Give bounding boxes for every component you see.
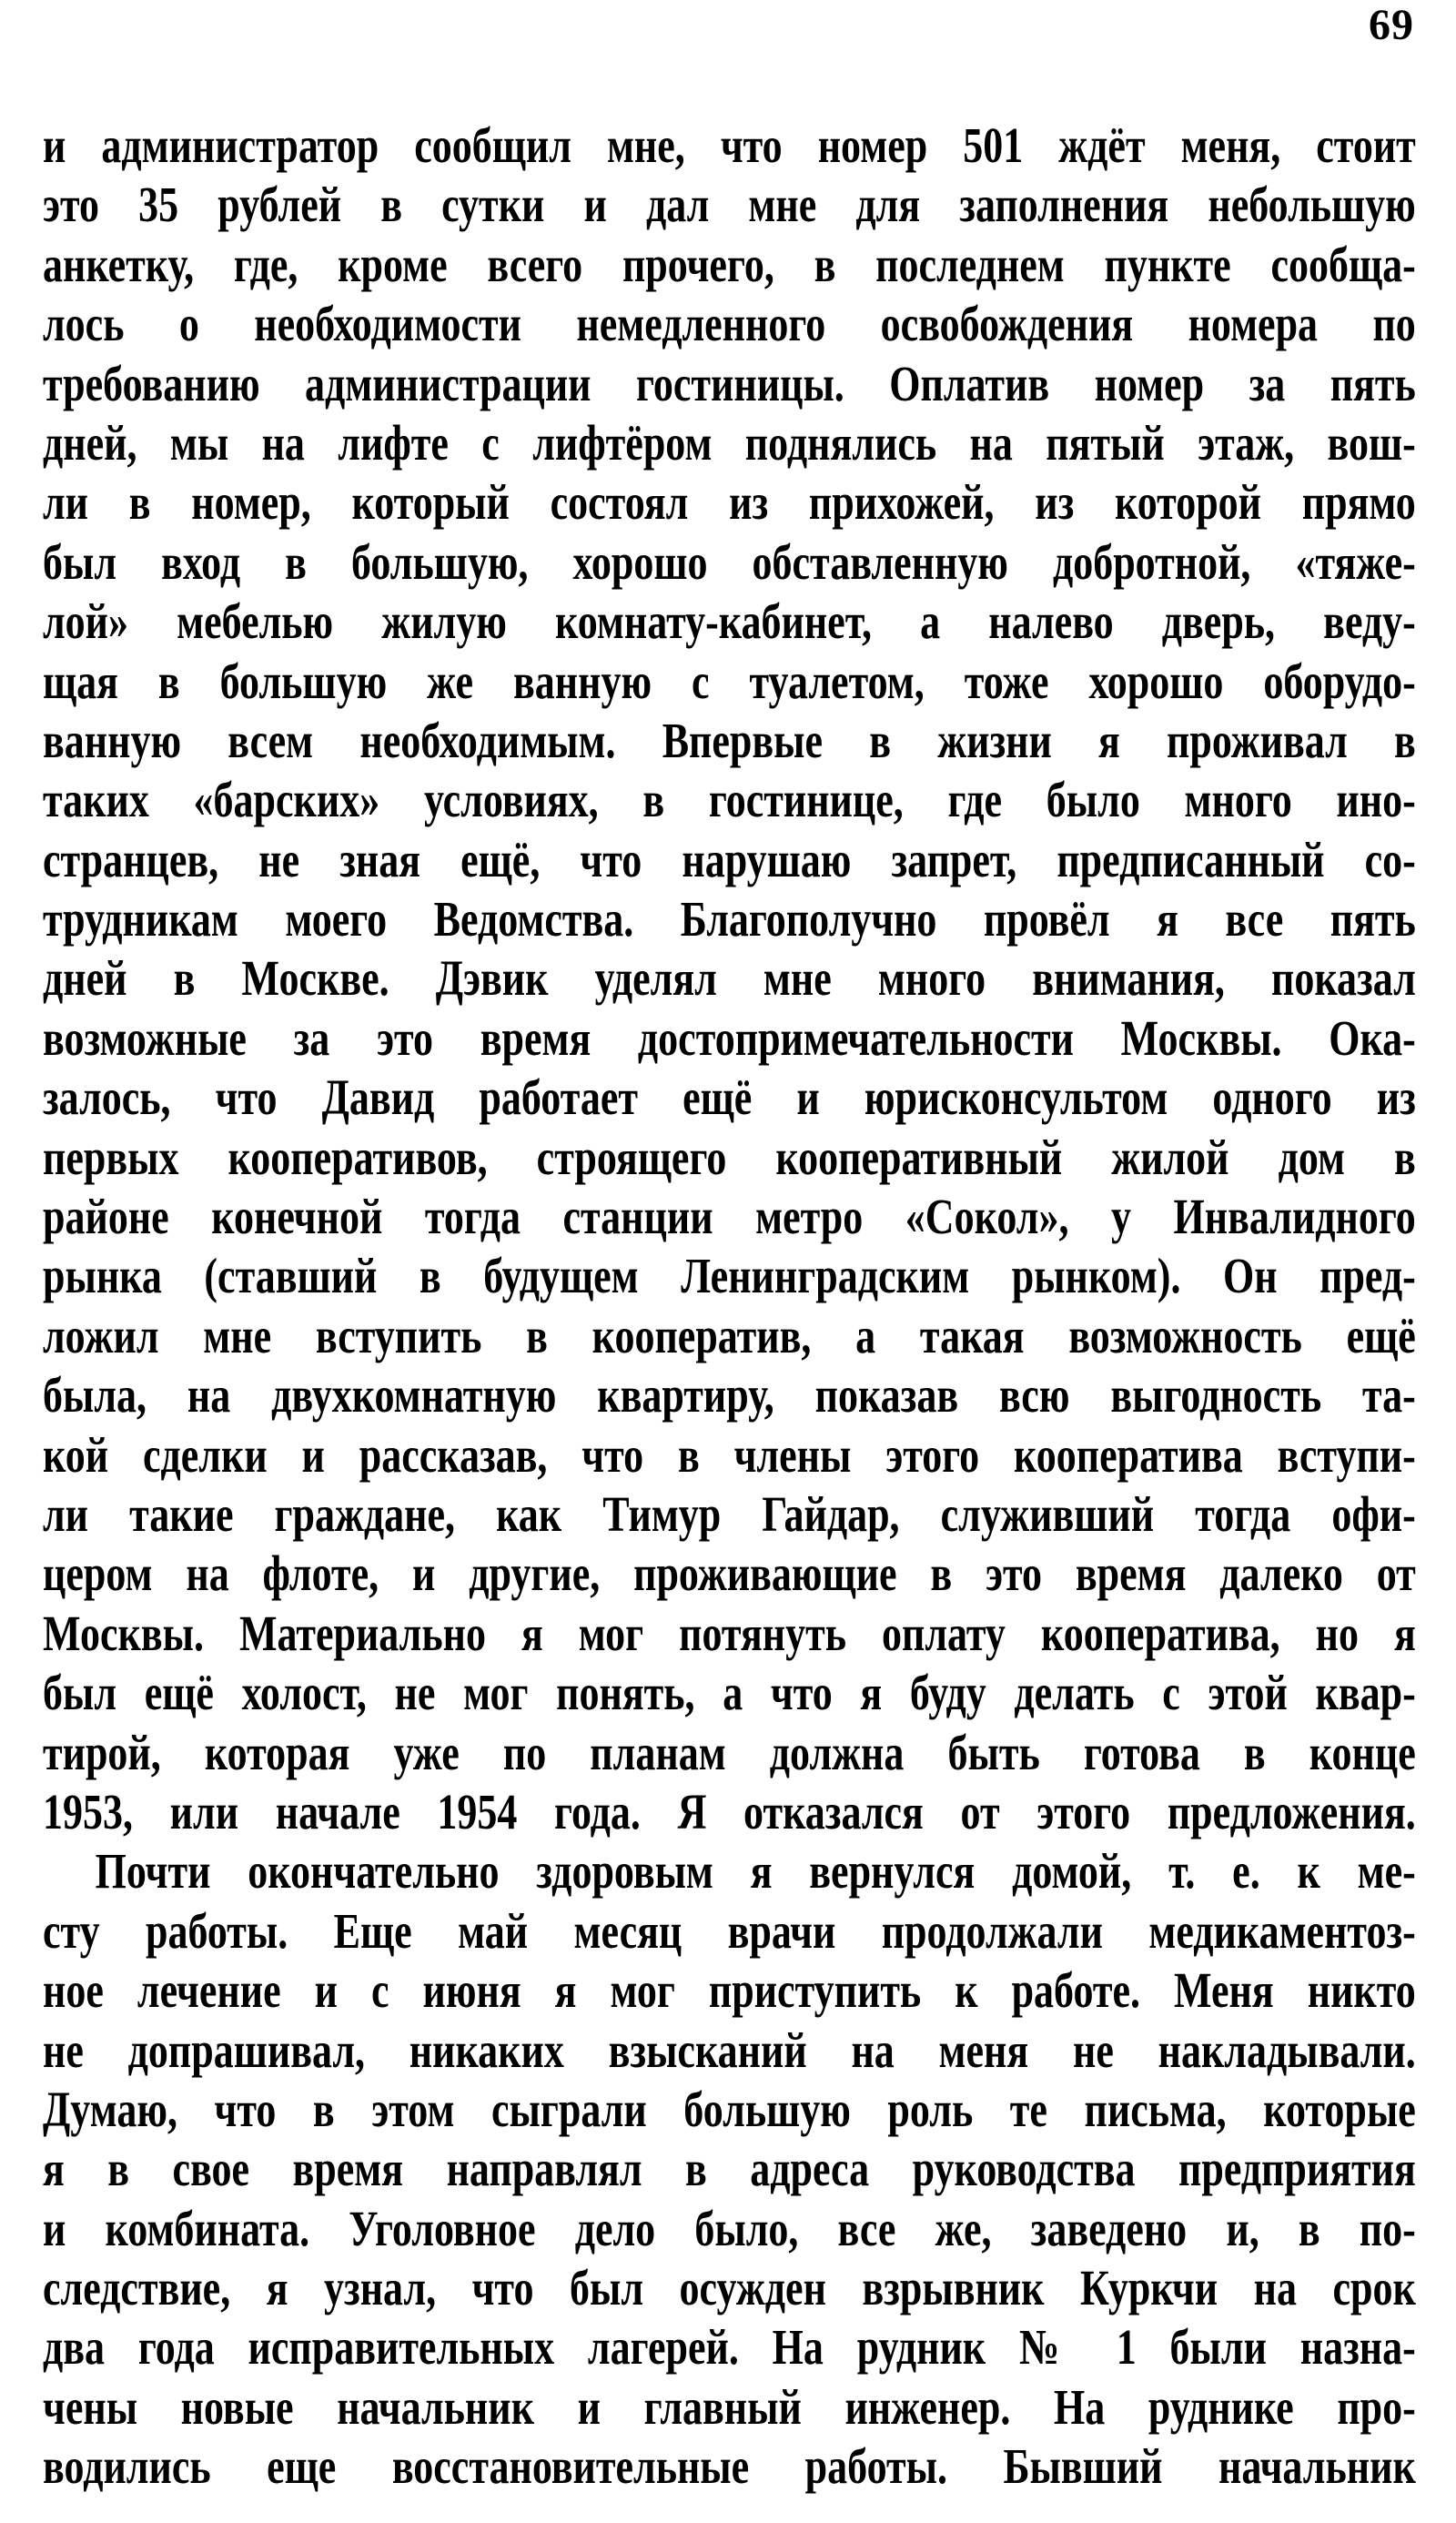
text-line: ванную всем необходимым. Впервые в жизни я проживал в xyxy=(43,712,1416,768)
text-line: был вход в большую, хорошо обставленную добротной, «тяже- xyxy=(43,533,1416,590)
text-line: и администратор сообщил мне, что номер 501 ждёт меня, стоит xyxy=(43,117,1416,173)
text-line: ли такие граждане, как Тимур Гайдар, служивший тогда офи- xyxy=(43,1485,1416,1542)
text-line: анкетку, где, кроме всего прочего, в последнем пункте сообща- xyxy=(43,236,1416,292)
text-line: таких «барских» условиях, в гостинице, где было много ино- xyxy=(43,772,1416,828)
text-line: Москвы. Материально я мог потянуть оплату кооператива, но я xyxy=(43,1605,1416,1661)
text-line: был ещё холост, не мог понять, а что я буду делать с этой квар- xyxy=(43,1665,1416,1721)
text-line: ное лечение и с июня я мог приступить к работе. Меня никто xyxy=(43,1962,1416,2019)
text-line: трудникам моего Ведомства. Благополучно провёл я все пять xyxy=(43,891,1416,947)
text-line: не допрашивал, никаких взысканий на меня не накладывали. xyxy=(43,2021,1416,2078)
text-line: кой сделки и рассказав, что в члены этого кооператива вступи- xyxy=(43,1426,1416,1483)
text-line: была, на двухкомнатную квартиру, показав всю выгодность та- xyxy=(43,1367,1416,1424)
body-text xyxy=(43,116,1417,2497)
text-line: 1953, или начале 1954 года. Я отказался от этого предложения. xyxy=(43,1783,1416,1839)
text-line: лось о необходимости немедленного освобождения номера по xyxy=(43,296,1416,352)
text-line: Думаю, что в этом сыграли большую роль те письма, которые xyxy=(43,2081,1416,2137)
text-line: первых кооперативов, строящего кооперативный жилой дом в xyxy=(43,1129,1416,1185)
page-number: 69 xyxy=(1369,1,1414,49)
text-line: я в свое время направлял в адреса руководства предприятия xyxy=(43,2141,1416,2197)
text-line: сту работы. Еще май месяц врачи продолжали медикаментоз- xyxy=(43,1902,1416,1959)
text-line: цером на флоте, и другие, проживающие в это время далеко от xyxy=(43,1545,1416,1602)
text-line: Почти окончательно здоровым я вернулся домой, т. е. к ме- xyxy=(95,1843,1416,1900)
text-line: возможные за это время достопримечательности Москвы. Ока- xyxy=(43,1009,1416,1066)
text-line: дней в Москве. Дэвик уделял мне много внимания, показал xyxy=(43,950,1416,1007)
text-line: следствие, я узнал, что был осужден взрывник Куркчи на срок xyxy=(43,2260,1416,2316)
text-line: ложил мне вступить в кооператив, а такая возможность ещё xyxy=(43,1307,1416,1363)
text-line: водились еще восстановительные работы. Бывший начальник xyxy=(43,2438,1416,2495)
text-line: странцев, не зная ещё, что нарушаю запрет, предписанный со- xyxy=(43,831,1416,887)
text-line: тирой, которая уже по планам должна быть готова в конце xyxy=(43,1724,1416,1780)
text-line: два года исправительных лагерей. На рудник № 1 были назна- xyxy=(43,2319,1416,2376)
text-line: требованию администрации гостиницы. Оплатив номер за пять xyxy=(43,355,1416,411)
text-line: дней, мы на лифте с лифтёром поднялись на пятый этаж, вош- xyxy=(43,414,1416,471)
text-line: это 35 рублей в сутки и дал мне для заполнения небольшую xyxy=(43,177,1416,233)
text-line: и комбината. Уголовное дело было, все же, заведено и, в по- xyxy=(43,2200,1416,2256)
text-line: ли в номер, который состоял из прихожей, из которой прямо xyxy=(43,474,1416,531)
text-line: щая в большую же ванную с туалетом, тоже хорошо оборудо- xyxy=(43,653,1416,709)
text-line: чены новые начальник и главный инженер. На руднике про- xyxy=(43,2378,1416,2435)
text-line: залось, что Давид работает ещё и юрисконсультом одного из xyxy=(43,1069,1416,1126)
text-line: лой» мебелью жилую комнату-кабинет, а налево дверь, веду- xyxy=(43,593,1416,650)
text-line: рынка (ставший в будущем Ленинградским рынком). Он пред- xyxy=(43,1248,1416,1304)
text-line: районе конечной тогда станции метро «Сокол», у Инвалидного xyxy=(43,1189,1416,1245)
